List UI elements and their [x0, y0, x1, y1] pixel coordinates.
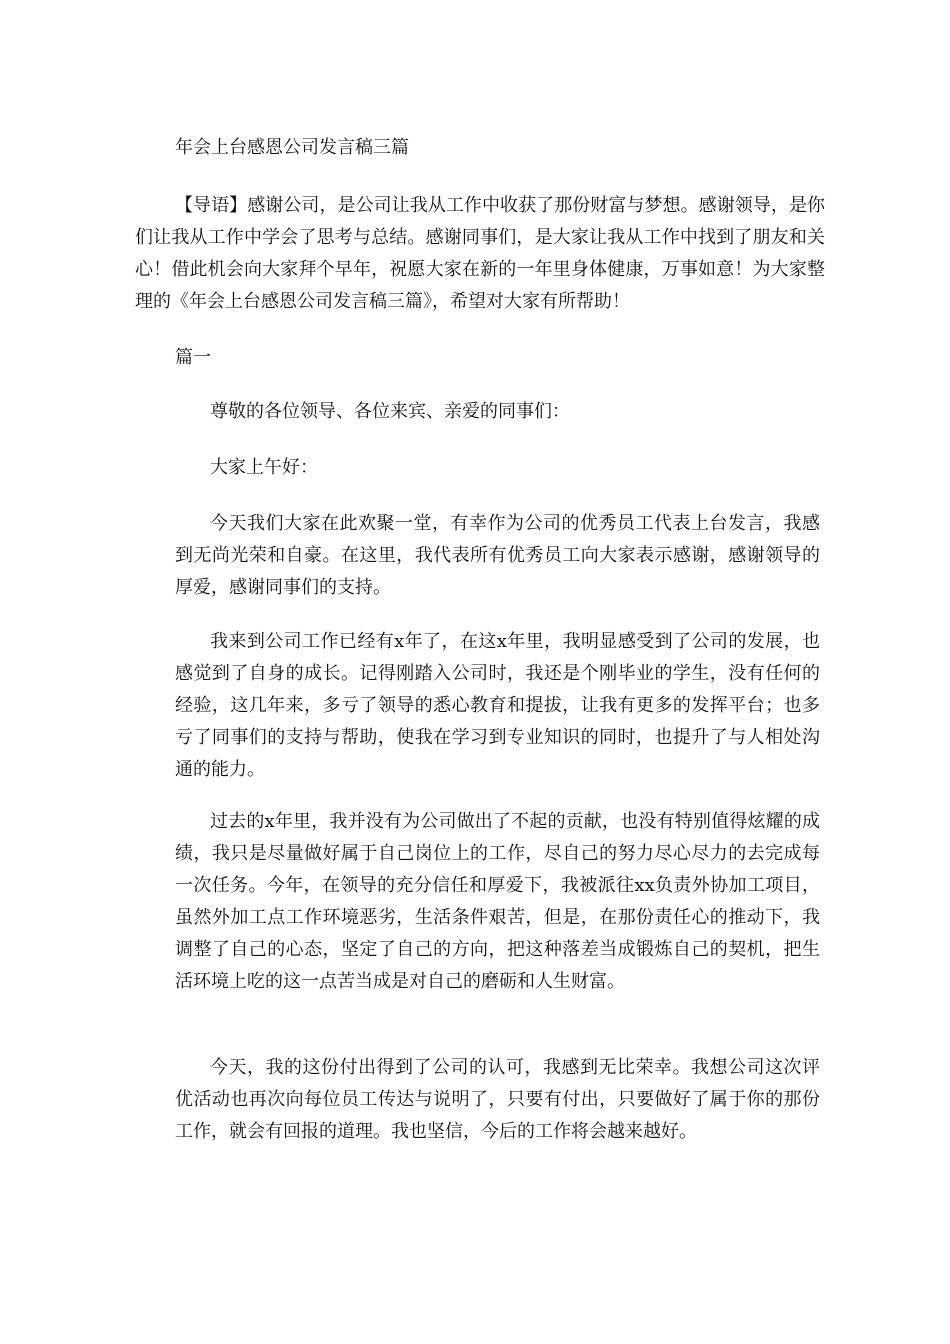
body-paragraph: 过去的x年里，我并没有为公司做出了不起的贡献，也没有特别值得炫耀的成绩，我只是尽量做好属于自己岗位上的工作，尽自己的努力尽心尽力的去完成每一次任务。今年，在领导的充分信任和厚爱下，我被派往xx负责外协加工项目，虽然外加工点工作环境恶劣，生活条件艰苦，但是，在那份责任心的推动下，我调整了自己的心态，坚定了自己的方向，把这种落差当成锻炼自己的契机，把生活环境上吃的这一点苦当成是对自己的磨砺和人生财富。: [175, 811, 820, 992]
section-heading: 篇一: [175, 347, 211, 368]
salutation: 尊敬的各位领导、各位来宾、亲爱的同事们：: [210, 401, 570, 422]
body-paragraph: 我来到公司工作已经有x年了，在这x年里，我明显感受到了公司的发展，也感觉到了自身的成长。记得刚踏入公司时，我还是个刚毕业的学生，没有任何的经验，这几年来，多亏了领导的悉心教育和提拔，让我有更多的发挥平台；也多亏了同事们的支持与帮助，使我在学习到专业知识的同时，也提升了与人相处沟通的能力。: [175, 631, 820, 780]
greeting: 大家上午好：: [210, 457, 318, 478]
body-paragraph: 今天我们大家在此欢聚一堂，有幸作为公司的优秀员工代表上台发言，我感到无尚光荣和自豪。在这里，我代表所有优秀员工向大家表示感谢，感谢领导的厚爱，感谢同事们的支持。: [175, 513, 820, 598]
intro-paragraph: 【导语】感谢公司，是公司让我从工作中收获了那份财富与梦想。感谢领导，是你们让我从工作中学会了思考与总结。感谢同事们，是大家让我从工作中找到了朋友和关心！借此机会向大家拜个早年，祝愿大家在新的一年里身体健康，万事如意！为大家整理的《年会上台感恩公司发言稿三篇》，希望对大家有所帮助！: [135, 195, 825, 312]
body-paragraph: 今天，我的这份付出得到了公司的认可，我感到无比荣幸。我想公司这次评优活动也再次向每位员工传达与说明了，只要有付出，只要做好了属于你的那份工作，就会有回报的道理。我也坚信，今后的工作将会越来越好。: [175, 1057, 820, 1142]
document-title: 年会上台感恩公司发言稿三篇: [175, 137, 409, 158]
